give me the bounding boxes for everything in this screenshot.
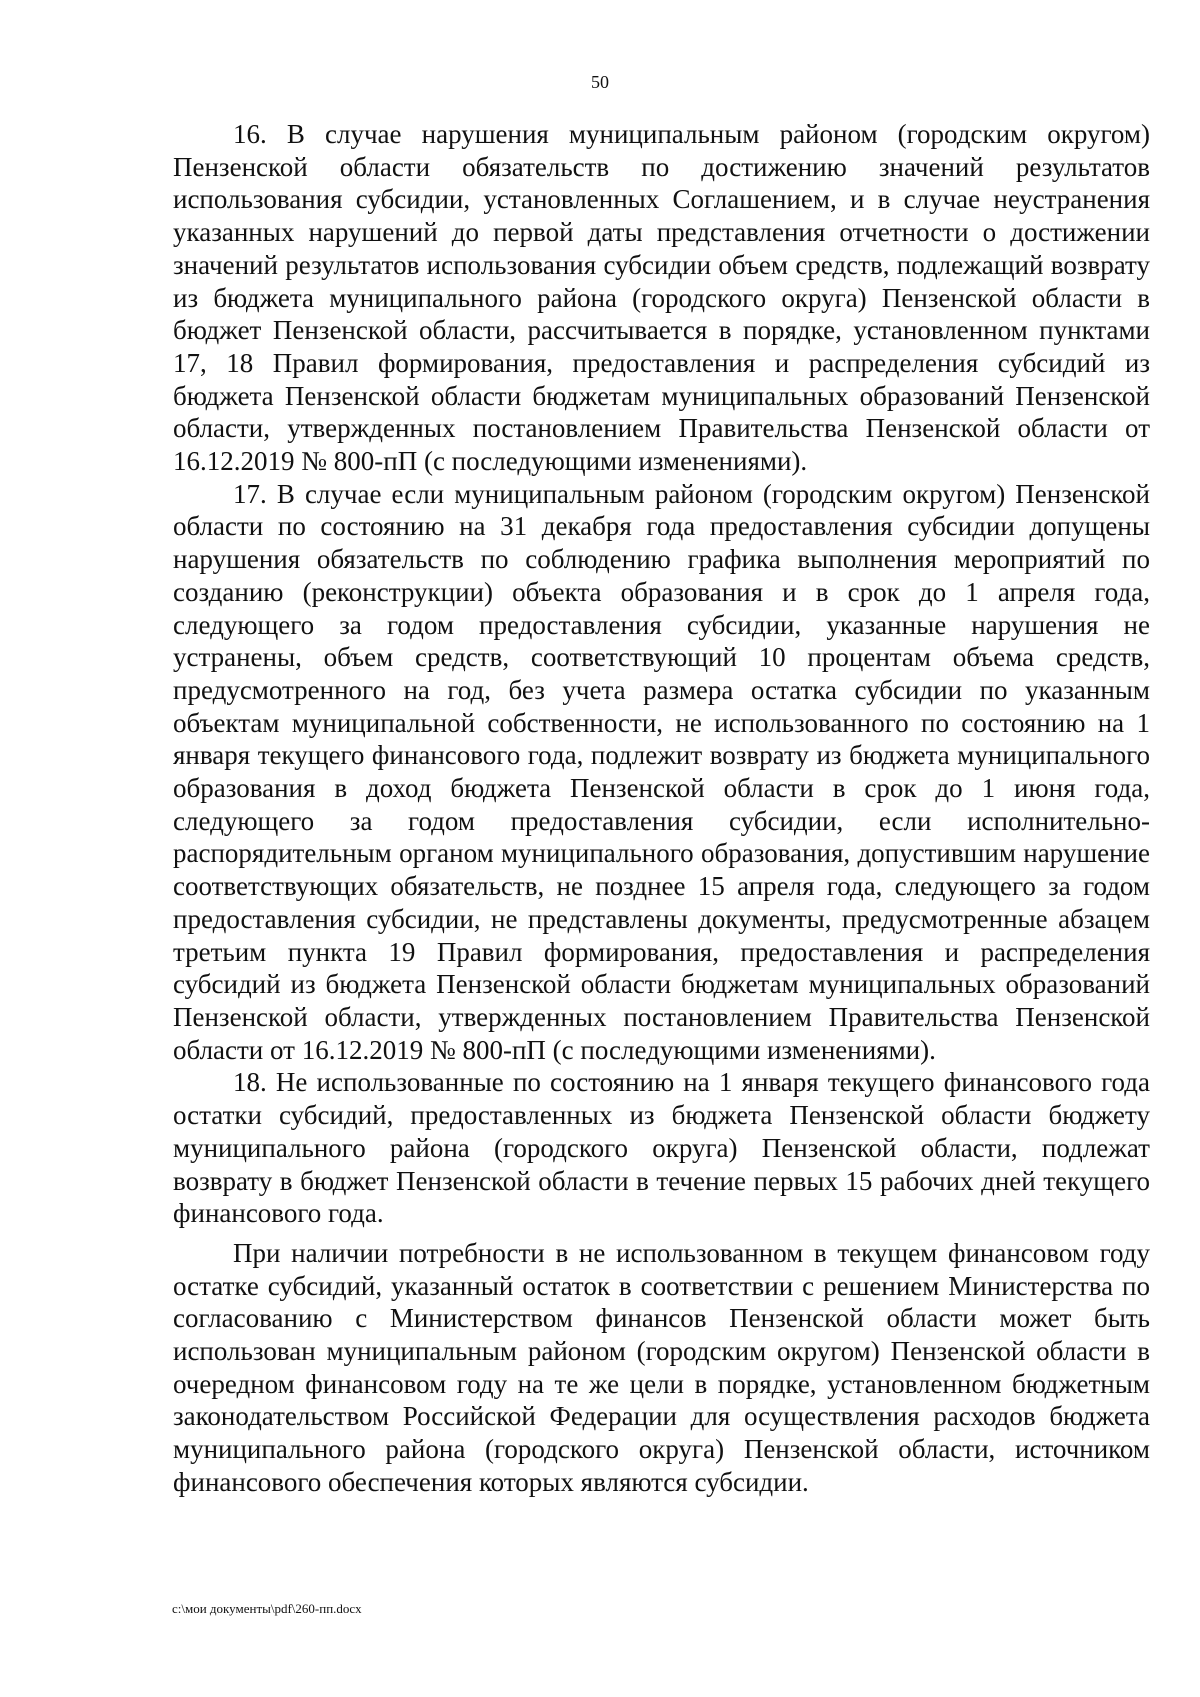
paragraph-remainder-usage: При наличии потребности в не использованном в текущем финансовом году остатке субсидий, указанный остаток в соответствии с решением Министерства по согласованию с Министерством финансов Пензенской области может быть использован муниципальным районом (городским округом) Пензенской области в очередном финансовом году на те же цели в порядке, установленном бюджетным законодательством Российской Федерации для осуществления расходов бюджета муниципального района (городского округа) Пензенской области, источником финансового обеспечения которых являются субсидии. — [173, 1237, 1150, 1497]
paragraph-17: 17. В случае если муниципальным районом (городским округом) Пензенской области по состоянию на 31 декабря года предоставления субсидии допущены нарушения обязательств по соблюдению графика выполнения мероприятий по созданию (реконструкции) объекта образования и в срок до 1 апреля года, следующего за годом предоставления субсидии, указанные нарушения не устранены, объем средств, соответствующий 10 процентам объема средств, предусмотренного на год, без учета размера остатка субсидии по указанным объектам муниципальной собственности, не использованного по состоянию на 1 января текущего финансового года, подлежит возврату из бюджета муниципального образования в доход бюджета Пензенской области в срок до 1 июня года, следующего за годом предоставления субсидии, если исполнительно-распорядительным органом муниципального образования, допустившим нарушение соответствующих обязательств, не позднее 15 апреля года, следующего за годом предоставления субсидии, не представлены документы, предусмотренные абзацем третьим пункта 19 Правил формирования, предоставления и распределения субсидий из бюджета Пензенской области бюджетам муниципальных образований Пензенской области, утвержденных постановлением Правительства Пензенской области от 16.12.2019 № 800-пП (с последующими изменениями). — [173, 478, 1150, 1065]
page-number: 50 — [591, 72, 609, 92]
footer-file-path: c:\мои документы\pdf\260-пп.docx — [172, 1601, 362, 1616]
paragraph-18: 18. Не использованные по состоянию на 1 января текущего финансового года остатки субсидий, предоставленных из бюджета Пензенской области бюджету муниципального района (городского округа) Пензенской области, подлежат возврату в бюджет Пензенской области в течение первых 15 рабочих дней текущего финансового года. — [173, 1067, 1150, 1229]
paragraph-16: 16. В случае нарушения муниципальным районом (городским округом) Пензенской области обязательств по достижению значений результатов использования субсидии, установленных Соглашением, и в случае неустранения указанных нарушений до первой даты представления отчетности о достижении значений результатов использования субсидии объем средств, подлежащий возврату из бюджета муниципального района (городского округа) Пензенской области в бюджет Пензенской области, рассчитывается в порядке, установленном пунктами 17, 18 Правил формирования, предоставления и распределения субсидий из бюджета Пензенской области бюджетам муниципальных образований Пензенской области, утвержденных постановлением Правительства Пензенской области от 16.12.2019 № 800-пП (с последующими изменениями). — [173, 119, 1150, 477]
document-body — [173, 118, 1150, 1499]
